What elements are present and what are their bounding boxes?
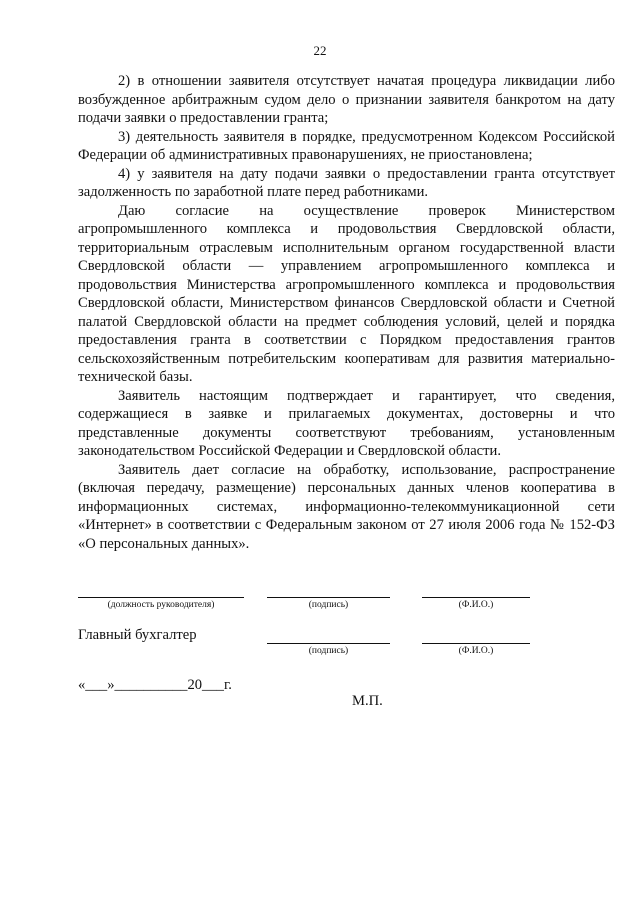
paragraph-guarantee: Заявитель настоящим подтверждает и гарантирует, что сведения, содержащиеся в заявке и прилагаемых документах, достоверны и что представленные документы соответствуют требованиям, установленным законодательством Российской Федерации и Свердловской области. (78, 387, 615, 459)
signature-line-1 (267, 597, 390, 598)
page-number: 22 (313, 43, 327, 58)
name-caption-2: (Ф.И.О.) (458, 646, 494, 656)
position-signature-line (78, 597, 244, 598)
paragraph-no-liquidation: 2) в отношении заявителя отсутствует начатая процедура ликвидации либо возбужденное арбитражным судом дело о признании заявителя банкротом на дату подачи заявки о предоставлении гранта; (78, 73, 615, 126)
paragraph-consent-inspection: Даю согласие на осуществление проверок Министерством агропромышленного комплекса и продовольствия Свердловской области, территориальным отраслевым исполнительным органом государственной власти Свердловской области — управлением агропромышленного комплекса и продовольствия Министерства агропромышленного комплекса и продовольствия Свердловской области, Министерством финансов Свердловской области и Счетной палатой Свердловской области на предмет соблюдения условий, целей и порядка предоставления гранта в соответствии с Порядком предоставления грантов сельскохозяйственным потребительским кооперативам для развития материально-технической базы. (78, 202, 615, 385)
position-caption: (должность руководителя) (107, 600, 215, 610)
paragraph-no-wage-debt: 4) у заявителя на дату подачи заявки о предоставлении гранта отсутствует задолженность по заработной плате перед работниками. (78, 165, 615, 200)
signature-line-2 (267, 643, 390, 644)
name-caption-1: (Ф.И.О.) (458, 600, 494, 610)
name-line-1 (422, 597, 530, 598)
chief-accountant-label: Главный бухгалтер (78, 627, 197, 643)
stamp-place: М.П. (352, 693, 383, 709)
paragraph-personal-data-consent: Заявитель дает согласие на обработку, использование, распространение (включая передачу, размещение) персональных данных членов кооператива в информационных системах, информационно-телекоммуникационной сети «Интернет» в соответствии с Федеральным законом от 27 июля 2006 года № 152-ФЗ «О персональных данных». (78, 461, 615, 552)
date-line: «___»__________20___г. (78, 677, 232, 693)
signature-caption-2: (подпись) (308, 646, 349, 656)
paragraph-not-suspended: 3) деятельность заявителя в порядке, предусмотренном Кодексом Российской Федерации об административных правонарушениях, не приостановлена; (78, 128, 615, 163)
document-body (78, 72, 615, 553)
signature-caption-1: (подпись) (308, 600, 349, 610)
name-line-2 (422, 643, 530, 644)
